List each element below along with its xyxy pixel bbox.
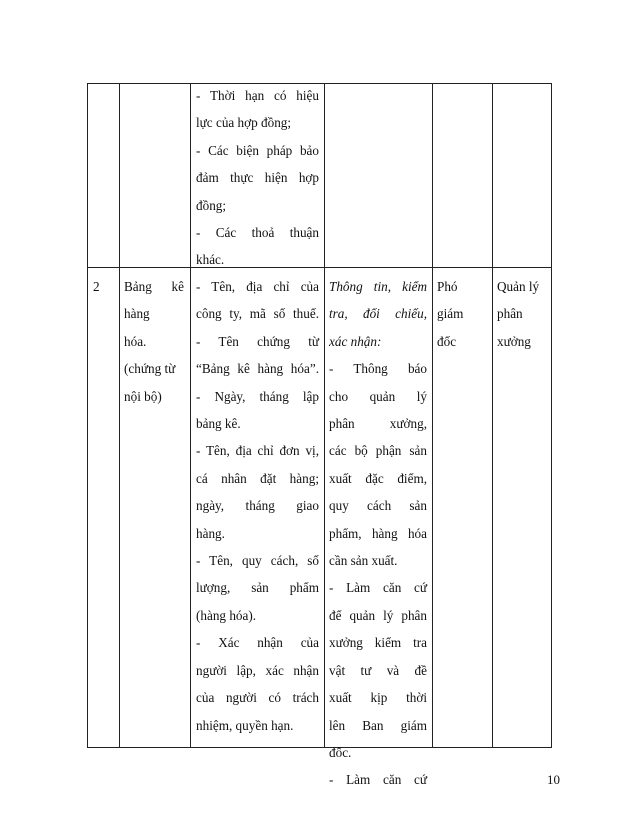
text-line: đốc.	[329, 744, 352, 760]
table-border-left	[87, 83, 88, 748]
text-line: cá nhân đặt hàng;	[196, 470, 319, 486]
cell-document-content	[196, 273, 319, 739]
text-line: Phó	[437, 279, 458, 294]
column-divider	[324, 83, 325, 748]
cell-keeper	[497, 273, 547, 355]
cell-row-number	[93, 273, 115, 300]
row-number: 2	[93, 279, 100, 294]
text-line: hàng.	[196, 525, 225, 541]
text-line: xác nhận:	[329, 333, 382, 349]
text-line: công ty, mã số thuế.	[196, 306, 319, 322]
text-line: - Xác nhận của	[196, 635, 319, 651]
text-line: ngày, tháng giao	[196, 498, 319, 514]
column-divider	[492, 83, 493, 748]
text-line: lực của hợp đồng;	[196, 115, 292, 131]
text-line: nội bộ)	[124, 388, 162, 404]
text-line: xuất đặc điểm,	[329, 470, 427, 486]
cell-contract-content	[196, 82, 319, 274]
column-divider	[119, 83, 120, 748]
text-line: phân xưởng,	[329, 416, 427, 432]
text-line: tra, đối chiếu,	[329, 306, 427, 322]
cell-document-name	[124, 273, 184, 410]
text-line: cho quản lý	[329, 388, 427, 404]
text-line: - Làm căn cứ	[329, 772, 427, 788]
text-line: phân	[497, 306, 523, 322]
text-line: - Tên, địa chỉ của	[196, 279, 319, 294]
text-line: hàng	[124, 306, 150, 322]
page-number: 10	[547, 772, 560, 787]
text-line: phẩm, hàng hóa	[329, 525, 427, 541]
text-line: các bộ phận sản	[329, 443, 427, 459]
text-line: - Các thoả thuận	[196, 225, 319, 241]
text-line: vật tư và đề	[329, 662, 427, 678]
text-line: quy cách sản	[329, 498, 427, 514]
text-line: - Các biện pháp bảo	[196, 142, 319, 158]
cell-approver	[437, 273, 487, 355]
text-line: - Tên, quy cách, số	[196, 553, 319, 569]
text-line: giám	[437, 306, 464, 322]
text-line: xưởng kiểm tra	[329, 635, 427, 651]
text-line: lên Ban giám	[329, 717, 427, 733]
text-line: - Tên, địa chỉ đơn vị,	[196, 443, 319, 459]
text-line: - Thời hạn có hiệu	[196, 88, 319, 103]
text-line: - Thông báo	[329, 361, 427, 377]
cell-info-purpose	[329, 273, 427, 794]
text-line: bảng kê.	[196, 416, 241, 432]
text-line: xuất kịp thời	[329, 690, 427, 706]
text-line: Bảng kê	[124, 279, 184, 294]
text-line: “Bảng kê hàng hóa”.	[196, 361, 319, 377]
text-line: đồng;	[196, 197, 227, 213]
document-table	[87, 83, 552, 788]
text-line: Quản lý	[497, 279, 540, 294]
text-line: - Ngày, tháng lập	[196, 388, 319, 404]
column-divider	[432, 83, 433, 748]
text-line: - Tên chứng từ	[196, 333, 319, 349]
text-line: nhiệm, quyền hạn.	[196, 717, 294, 733]
column-divider	[190, 83, 191, 748]
text-line: đốc	[437, 333, 457, 349]
row-divider	[87, 267, 552, 268]
text-line: để quản lý phân	[329, 607, 427, 623]
text-line: lượng, sản phẩm	[196, 580, 319, 596]
text-line: hóa.	[124, 333, 147, 349]
text-line: xưởng	[497, 333, 531, 349]
text-line: đảm thực hiện hợp	[196, 170, 319, 186]
text-line: người lập, xác nhận	[196, 662, 319, 678]
table-border-right	[551, 83, 552, 748]
table-border-top	[87, 83, 552, 84]
text-line: của người có trách	[196, 690, 319, 706]
text-line: (chứng từ	[124, 361, 176, 377]
text-line: cần sản xuất.	[329, 553, 398, 569]
text-line: Thông tin, kiểm	[329, 279, 427, 294]
table-border-bottom	[87, 747, 552, 748]
text-line: - Làm căn cứ	[329, 580, 427, 596]
text-line: khác.	[196, 252, 225, 268]
text-line: (hàng hóa).	[196, 607, 257, 623]
